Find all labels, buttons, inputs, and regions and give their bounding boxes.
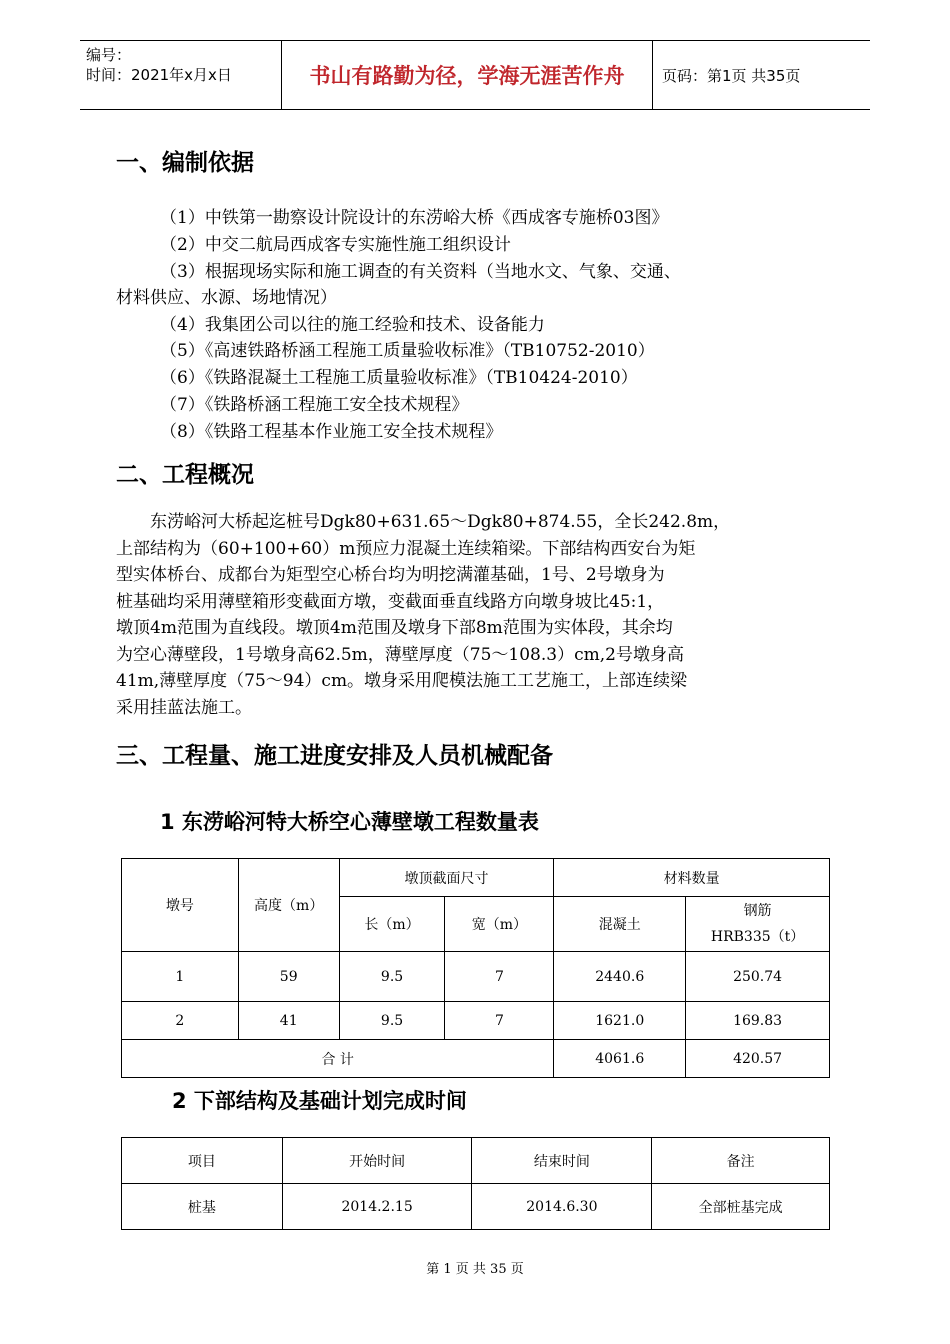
paragraph-line: 桩基础均采用薄壁箱形变截面方墩，变截面垂直线路方向墩身坡比45:1， xyxy=(116,591,665,612)
cell-concrete: 2440.6 xyxy=(554,952,686,1002)
header-steel-line1: 钢筋 xyxy=(743,903,772,919)
cell-remark: 全部桩基完成 xyxy=(652,1184,830,1230)
section1-item: （5）《高速铁路桥涵工程施工质量验收标准》（TB10752-2010） xyxy=(160,341,655,361)
cell-width: 7 xyxy=(445,952,554,1002)
cell-total-concrete: 4061.6 xyxy=(554,1040,686,1078)
cell-length: 9.5 xyxy=(339,1002,445,1040)
section2-title: 二、工程概况 xyxy=(116,462,254,488)
cell-width: 7 xyxy=(445,1002,554,1040)
header-steel xyxy=(686,897,830,952)
header-length: 长（m） xyxy=(339,897,445,952)
paragraph-line: 型实体桥台、成都台为矩型空心桥台均为明挖满灌基础，1号、2号墩身为 xyxy=(116,565,665,585)
cell-item: 桩基 xyxy=(122,1184,283,1230)
cell-end-time: 2014.6.30 xyxy=(472,1184,652,1230)
table2-title: 2 下部结构及基础计划完成时间 xyxy=(172,1089,467,1113)
paragraph-line: 上部结构为（60+100+60）m预应力混凝土连续箱梁。下部结构西安台为矩 xyxy=(116,538,696,559)
header-pier: 墩号 xyxy=(122,859,239,952)
table-row xyxy=(122,1002,830,1040)
table-row xyxy=(122,1184,830,1230)
header-start-time: 开始时间 xyxy=(282,1138,472,1184)
table1-title: 1 东涝峪河特大桥空心薄壁墩工程数量表 xyxy=(160,810,539,834)
cell-pier: 1 xyxy=(122,952,239,1002)
cell-total-steel: 420.57 xyxy=(686,1040,830,1078)
header-number-label: 编号： xyxy=(86,46,132,64)
header-width: 宽（m） xyxy=(445,897,554,952)
schedule-table xyxy=(121,1137,830,1230)
section1-item: （1）中铁第一勘察设计院设计的东涝峪大桥《西成客专施桥03图》 xyxy=(160,208,669,228)
page-header xyxy=(80,40,870,110)
section1-item: （2）中交二航局西成客专实施性施工组织设计 xyxy=(160,235,511,255)
section3-title: 三、工程量、施工进度安排及人员机械配备 xyxy=(116,743,553,769)
cell-pier: 2 xyxy=(122,1002,239,1040)
paragraph-line: 采用挂蓝法施工。 xyxy=(116,697,252,718)
header-steel-line2: HRB335（t） xyxy=(710,929,805,945)
header-time-label: 时间：2021年x月x日 xyxy=(86,66,232,84)
section1-item: 材料供应、水源、场地情况） xyxy=(116,288,337,308)
paragraph-line: 41m,薄壁厚度（75～94）cm。墩身采用爬模法施工工艺施工，上部连续梁 xyxy=(116,671,688,691)
header-height: 高度（m） xyxy=(238,859,339,952)
header-item: 项目 xyxy=(122,1138,283,1184)
paragraph-line: 为空心薄壁段，1号墩身高62.5m，薄壁厚度（75～108.3）cm,2号墩身高 xyxy=(116,644,684,665)
pier-quantity-table xyxy=(121,858,830,1078)
section1-item: （8）《铁路工程基本作业施工安全技术规程》 xyxy=(160,422,503,442)
header-material-qty: 材料数量 xyxy=(554,859,830,897)
paragraph-line: 墩顶4m范围为直线段。墩顶4m范围及墩身下部8m范围为实体段，其余均 xyxy=(116,618,673,638)
table-row xyxy=(122,952,830,1002)
cell-start-time: 2014.2.15 xyxy=(282,1184,472,1230)
header-motto-cell xyxy=(281,41,653,109)
cell-length: 9.5 xyxy=(339,952,445,1002)
cell-height: 41 xyxy=(238,1002,339,1040)
cell-height: 59 xyxy=(238,952,339,1002)
header-section-size: 墩顶截面尺寸 xyxy=(339,859,554,897)
table-total-row xyxy=(122,1040,830,1078)
cell-steel: 169.83 xyxy=(686,1002,830,1040)
cell-total-label: 合 计 xyxy=(122,1040,554,1078)
header-concrete: 混凝土 xyxy=(554,897,686,952)
section1-item: （6）《铁路混凝土工程施工质量验收标准》（TB10424-2010） xyxy=(160,368,638,388)
header-motto: 书山有路勤为径，学海无涯苦作舟 xyxy=(309,64,625,88)
header-page-code xyxy=(662,41,870,109)
header-meta xyxy=(80,41,280,109)
section1-item: （7）《铁路桥涵工程施工安全技术规程》 xyxy=(160,395,469,415)
section1-item: （3）根据现场实际和施工调查的有关资料（当地水文、气象、交通、 xyxy=(160,262,681,282)
page-footer: 第 1 页 共 35 页 xyxy=(426,1262,524,1277)
cell-concrete: 1621.0 xyxy=(554,1002,686,1040)
cell-steel: 250.74 xyxy=(686,952,830,1002)
header-page-code-text: 页码：第1页 共35页 xyxy=(662,66,801,85)
header-end-time: 结束时间 xyxy=(472,1138,652,1184)
paragraph-line: 东涝峪河大桥起迄桩号Dgk80+631.65～Dgk80+874.55，全长242.8m， xyxy=(116,512,731,532)
section1-item: （4）我集团公司以往的施工经验和技术、设备能力 xyxy=(160,315,545,335)
section2-paragraph xyxy=(116,509,836,721)
header-remark: 备注 xyxy=(652,1138,830,1184)
section1-title: 一、编制依据 xyxy=(116,150,254,176)
